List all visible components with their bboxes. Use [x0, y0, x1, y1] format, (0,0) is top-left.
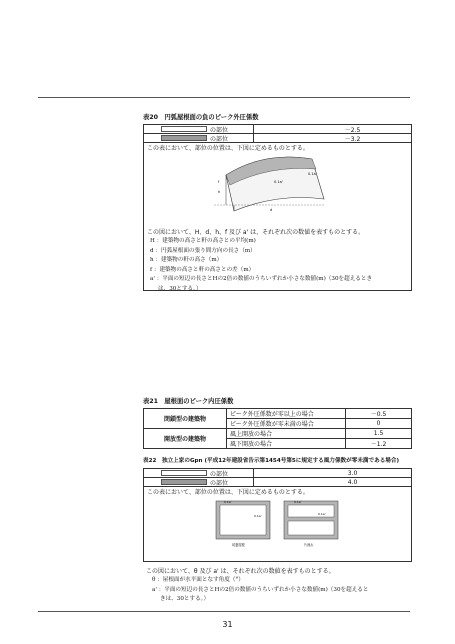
coefficient: －1.2 [346, 439, 412, 449]
table22-row-label: の部位 [210, 479, 229, 487]
coefficient: －0.5 [346, 409, 412, 419]
definition-item: θ ：屋根面が水平面となす角度（°） [152, 577, 244, 583]
fig-label: 0.1a' [274, 180, 283, 184]
coefficient: 1.5 [346, 429, 412, 439]
table20-intro: この表において、部位の位置は、下図に定めるものとする。 [147, 145, 309, 152]
white-swatch [161, 470, 207, 476]
definition-item: a' ：平面の短辺の長さとHの2倍の数値のうちいずれか小さな数値(m)（30を超えると [152, 586, 369, 593]
table20-title: 表20 円弧屋根面の負のピーク外圧係数 [143, 114, 259, 121]
table20-row [144, 134, 411, 143]
table22-row-value: 4.0 [347, 478, 358, 486]
fig-label: f [218, 180, 220, 184]
group-label: 開放型の建築物 [144, 429, 227, 449]
gray-swatch [161, 135, 207, 141]
fig-caption: 片流れ [304, 543, 314, 547]
fig-label: d [270, 208, 273, 212]
definition-item: a' ：平面の短辺の長さとHの2倍の数値のうちいずれか小さな数値(m)（30を超えるとき [150, 276, 373, 282]
definition-item: h ：建築物の軒の高さ（m） [150, 257, 223, 263]
table22-row [144, 469, 411, 478]
condition: ピーク外圧係数が零未満の場合 [227, 419, 346, 429]
fig-label: 0.1a' [318, 512, 326, 516]
fig-label: 0.1a' [308, 172, 317, 176]
table20-row-value: －3.2 [344, 135, 361, 143]
arc-roof-figure [204, 155, 344, 213]
definition-item: きは、30とする。） [160, 596, 210, 602]
fig-label: h [218, 190, 221, 194]
table20-row-value: －2.5 [344, 126, 361, 134]
table22 [143, 468, 412, 562]
table-row [144, 409, 412, 419]
table21-title: 表21 屋根面のピーク内圧係数 [143, 398, 234, 405]
definition-item: H ：建築物の高さと軒の高さとの平均(m) [150, 238, 256, 244]
fig-caption: 切妻屋根 [232, 543, 245, 547]
table22-intro: この表において、部位の位置は、下図に定めるものとする。 [147, 489, 309, 496]
table20-row-label: の部位 [210, 126, 229, 134]
page-number: 31 [222, 620, 233, 629]
group-label: 閉鎖型の建築物 [144, 409, 227, 429]
table20-definition: この図において、H、d、h、f 及び a' は、それぞれ次の数値を表すものとする。 [147, 229, 365, 236]
canopy-figure [214, 499, 344, 549]
table20-row-label: の部位 [210, 135, 229, 143]
gray-swatch [161, 479, 207, 485]
table22-title: 表22 独立上家のGpn (平成12年建設省告示第1454号第5に規定する風力係数が零未満である場合) [143, 458, 400, 464]
table22-row-label: の部位 [210, 470, 229, 478]
table22-row-value: 3.0 [347, 469, 358, 477]
header-rule [38, 97, 410, 98]
footer-rule [38, 611, 410, 612]
definition-item: d ：円弧屋根面の張り間方向の長さ（m） [150, 247, 256, 254]
table22-definition: この図において、θ 及び a' は、それぞれ次の数値を表すものとする。 [146, 568, 335, 575]
table21 [143, 408, 412, 449]
condition: ピーク外圧係数が零以上の場合 [227, 409, 346, 419]
table-row [144, 429, 412, 439]
white-swatch [161, 126, 207, 132]
definition-item: は、30とする。） [158, 285, 202, 292]
condition: 風上開放の場合 [227, 429, 346, 439]
fig-label: 0.1a' [224, 500, 232, 504]
definition-item: f ：建築物の高さと軒の高さとの差（m） [150, 266, 255, 273]
fig-label: 0.1a' [254, 514, 262, 518]
table22-row [144, 478, 411, 487]
table20 [143, 124, 412, 291]
condition: 風下開放の場合 [227, 439, 346, 449]
fig-label: 0.1a' [294, 500, 302, 504]
coefficient: 0 [346, 419, 412, 429]
